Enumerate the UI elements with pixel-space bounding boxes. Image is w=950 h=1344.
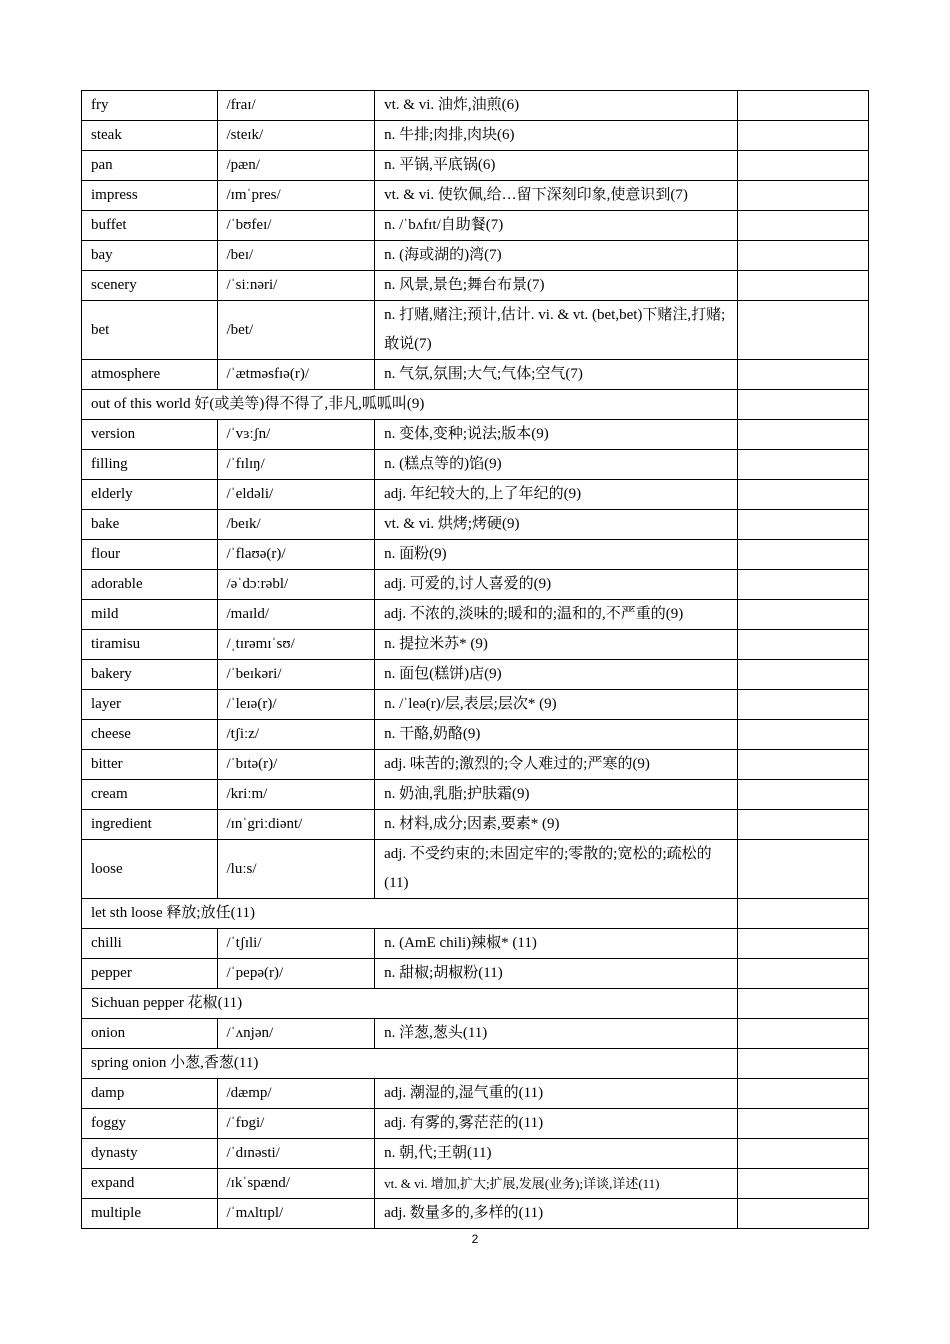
phonetic-cell: /ˈfɒgi/ (217, 1109, 375, 1139)
phrase-row (82, 899, 869, 929)
phrase-cell: Sichuan pepper 花椒(11) (82, 989, 738, 1019)
phonetic-cell: /ˈʌnjən/ (217, 1019, 375, 1049)
definition-cell: n. /ˈleə(r)/层,表层;层次* (9) (375, 690, 738, 720)
definition-cell: n. (糕点等的)馅(9) (375, 450, 738, 480)
phonetic-cell: /dæmp/ (217, 1079, 375, 1109)
phonetic-cell: /ˈleɪə(r)/ (217, 690, 375, 720)
definition-cell: n. 气氛,氛围;大气;气体;空气(7) (375, 360, 738, 390)
phrase-cell: out of this world 好(或美等)得不得了,非凡,呱呱叫(9) (82, 390, 738, 420)
table-row (82, 570, 869, 600)
note-cell (738, 989, 869, 1019)
definition-cell: n. (AmE chili)辣椒* (11) (375, 929, 738, 959)
phonetic-cell: /ˈbʊfeɪ/ (217, 211, 375, 241)
phonetic-cell: /pæn/ (217, 151, 375, 181)
table-row (82, 1139, 869, 1169)
note-cell (738, 91, 869, 121)
note-cell (738, 241, 869, 271)
note-cell (738, 360, 869, 390)
table-row (82, 1169, 869, 1199)
note-cell (738, 271, 869, 301)
word-cell: mild (82, 600, 218, 630)
note-cell (738, 600, 869, 630)
phonetic-cell: /beɪ/ (217, 241, 375, 271)
table-row (82, 241, 869, 271)
note-cell (738, 540, 869, 570)
word-cell: chilli (82, 929, 218, 959)
phrase-row (82, 390, 869, 420)
note-cell (738, 750, 869, 780)
definition-cell: n. 变体,变种;说法;版本(9) (375, 420, 738, 450)
note-cell (738, 1199, 869, 1229)
table-row (82, 780, 869, 810)
table-row (82, 91, 869, 121)
definition-cell: n. 洋葱,葱头(11) (375, 1019, 738, 1049)
phonetic-cell: /əˈdɔːrəbl/ (217, 570, 375, 600)
note-cell (738, 929, 869, 959)
definition-cell: adj. 可爱的,讨人喜爱的(9) (375, 570, 738, 600)
table-row (82, 630, 869, 660)
word-cell: foggy (82, 1109, 218, 1139)
note-cell (738, 480, 869, 510)
table-row (82, 720, 869, 750)
definition-cell: n. 甜椒;胡椒粉(11) (375, 959, 738, 989)
table-row (82, 810, 869, 840)
table-row (82, 271, 869, 301)
definition-cell: n. 提拉米苏* (9) (375, 630, 738, 660)
word-cell: onion (82, 1019, 218, 1049)
note-cell (738, 390, 869, 420)
table-row (82, 450, 869, 480)
definition-cell: vt. & vi. 增加,扩大;扩展,发展(业务);详谈,详述(11) (375, 1169, 738, 1199)
word-cell: ingredient (82, 810, 218, 840)
word-cell: atmosphere (82, 360, 218, 390)
word-cell: filling (82, 450, 218, 480)
word-cell: scenery (82, 271, 218, 301)
word-cell: adorable (82, 570, 218, 600)
phonetic-cell: /ˈtʃɪli/ (217, 929, 375, 959)
definition-cell: n. 牛排;肉排,肉块(6) (375, 121, 738, 151)
definition-cell: n. 面粉(9) (375, 540, 738, 570)
phonetic-cell: /ˈbɪtə(r)/ (217, 750, 375, 780)
phonetic-cell: /steɪk/ (217, 121, 375, 151)
phrase-row (82, 1049, 869, 1079)
definition-cell: adj. 年纪较大的,上了年纪的(9) (375, 480, 738, 510)
word-cell: expand (82, 1169, 218, 1199)
phonetic-cell: /ˈbeɪkəri/ (217, 660, 375, 690)
table-row (82, 840, 869, 899)
note-cell (738, 720, 869, 750)
note-cell (738, 1049, 869, 1079)
phonetic-cell: /ˈpepə(r)/ (217, 959, 375, 989)
table-row (82, 1079, 869, 1109)
table-row (82, 181, 869, 211)
table-row (82, 929, 869, 959)
phonetic-cell: /ˈmʌltɪpl/ (217, 1199, 375, 1229)
phonetic-cell: /ˈvɜːʃn/ (217, 420, 375, 450)
table-row (82, 690, 869, 720)
phonetic-cell: /ɪkˈspænd/ (217, 1169, 375, 1199)
word-cell: dynasty (82, 1139, 218, 1169)
note-cell (738, 301, 869, 360)
note-cell (738, 570, 869, 600)
word-cell: bay (82, 241, 218, 271)
definition-cell: adj. 有雾的,雾茫茫的(11) (375, 1109, 738, 1139)
definition-cell: adj. 不浓的,淡味的;暖和的;温和的,不严重的(9) (375, 600, 738, 630)
note-cell (738, 959, 869, 989)
table-row (82, 959, 869, 989)
note-cell (738, 510, 869, 540)
definition-cell: n. 奶油,乳脂;护肤霜(9) (375, 780, 738, 810)
note-cell (738, 181, 869, 211)
note-cell (738, 1079, 869, 1109)
note-cell (738, 1169, 869, 1199)
definition-cell: n. 朝,代;王朝(11) (375, 1139, 738, 1169)
table-row (82, 750, 869, 780)
definition-cell: n. /ˈbʌfɪt/自助餐(7) (375, 211, 738, 241)
word-cell: layer (82, 690, 218, 720)
word-cell: pepper (82, 959, 218, 989)
phonetic-cell: /beɪk/ (217, 510, 375, 540)
word-cell: flour (82, 540, 218, 570)
word-cell: damp (82, 1079, 218, 1109)
table-row (82, 301, 869, 360)
phonetic-cell: /ˈfɪlɪŋ/ (217, 450, 375, 480)
word-cell: steak (82, 121, 218, 151)
word-cell: tiramisu (82, 630, 218, 660)
phonetic-cell: /ˈeldəli/ (217, 480, 375, 510)
table-row (82, 660, 869, 690)
note-cell (738, 1019, 869, 1049)
phonetic-cell: /tʃiːz/ (217, 720, 375, 750)
word-cell: multiple (82, 1199, 218, 1229)
definition-cell: n. (海或湖的)湾(7) (375, 241, 738, 271)
phonetic-cell: /bet/ (217, 301, 375, 360)
phonetic-cell: /ˈsiːnəri/ (217, 271, 375, 301)
definition-cell: n. 面包(糕饼)店(9) (375, 660, 738, 690)
note-cell (738, 690, 869, 720)
table-row (82, 121, 869, 151)
word-cell: loose (82, 840, 218, 899)
table-row (82, 540, 869, 570)
note-cell (738, 1139, 869, 1169)
phonetic-cell: /ˈætməsfɪə(r)/ (217, 360, 375, 390)
phonetic-cell: /kriːm/ (217, 780, 375, 810)
definition-cell: adj. 不受约束的;未固定牢的;零散的;宽松的;疏松的(11) (375, 840, 738, 899)
table-row (82, 151, 869, 181)
note-cell (738, 1109, 869, 1139)
table-row (82, 1199, 869, 1229)
phrase-cell: let sth loose 释放;放任(11) (82, 899, 738, 929)
definition-cell: adj. 潮湿的,湿气重的(11) (375, 1079, 738, 1109)
word-cell: cheese (82, 720, 218, 750)
note-cell (738, 810, 869, 840)
phonetic-cell: /ɪnˈgriːdiənt/ (217, 810, 375, 840)
table-row (82, 510, 869, 540)
word-cell: buffet (82, 211, 218, 241)
table-row (82, 480, 869, 510)
definition-cell: adj. 数量多的,多样的(11) (375, 1199, 738, 1229)
note-cell (738, 121, 869, 151)
table-row (82, 360, 869, 390)
page-number: 2 (471, 1232, 479, 1246)
phrase-cell: spring onion 小葱,香葱(11) (82, 1049, 738, 1079)
word-cell: version (82, 420, 218, 450)
phonetic-cell: /maɪld/ (217, 600, 375, 630)
definition-cell: n. 材料,成分;因素,要素* (9) (375, 810, 738, 840)
table-row (82, 420, 869, 450)
phonetic-cell: /fraɪ/ (217, 91, 375, 121)
definition-cell: adj. 味苦的;激烈的;令人难过的;严寒的(9) (375, 750, 738, 780)
note-cell (738, 780, 869, 810)
vocabulary-table (81, 90, 869, 1229)
definition-cell: n. 干酪,奶酪(9) (375, 720, 738, 750)
table-row (82, 600, 869, 630)
vocabulary-table-body (82, 91, 869, 1229)
note-cell (738, 420, 869, 450)
word-cell: fry (82, 91, 218, 121)
word-cell: bakery (82, 660, 218, 690)
note-cell (738, 450, 869, 480)
table-row (82, 1109, 869, 1139)
word-cell: bet (82, 301, 218, 360)
table-row (82, 211, 869, 241)
note-cell (738, 899, 869, 929)
word-cell: impress (82, 181, 218, 211)
definition-cell: vt. & vi. 使钦佩,给…留下深刻印象,使意识到(7) (375, 181, 738, 211)
word-cell: pan (82, 151, 218, 181)
table-row (82, 1019, 869, 1049)
note-cell (738, 151, 869, 181)
note-cell (738, 660, 869, 690)
note-cell (738, 211, 869, 241)
definition-cell: vt. & vi. 油炸,油煎(6) (375, 91, 738, 121)
word-cell: bake (82, 510, 218, 540)
note-cell (738, 630, 869, 660)
note-cell (738, 840, 869, 899)
definition-cell: vt. & vi. 烘烤;烤硬(9) (375, 510, 738, 540)
phonetic-cell: /ˌtɪrəmɪˈsʊ/ (217, 630, 375, 660)
phonetic-cell: /ˈflaʊə(r)/ (217, 540, 375, 570)
phrase-row (82, 989, 869, 1019)
phonetic-cell: /ˈdɪnəsti/ (217, 1139, 375, 1169)
phonetic-cell: /ɪmˈpres/ (217, 181, 375, 211)
definition-cell: n. 风景,景色;舞台布景(7) (375, 271, 738, 301)
phonetic-cell: /luːs/ (217, 840, 375, 899)
word-cell: elderly (82, 480, 218, 510)
word-cell: cream (82, 780, 218, 810)
definition-cell: n. 平锅,平底锅(6) (375, 151, 738, 181)
word-cell: bitter (82, 750, 218, 780)
definition-cell: n. 打赌,赌注;预计,估计. vi. & vt. (bet,bet)下赌注,打赌;敢说(7) (375, 301, 738, 360)
